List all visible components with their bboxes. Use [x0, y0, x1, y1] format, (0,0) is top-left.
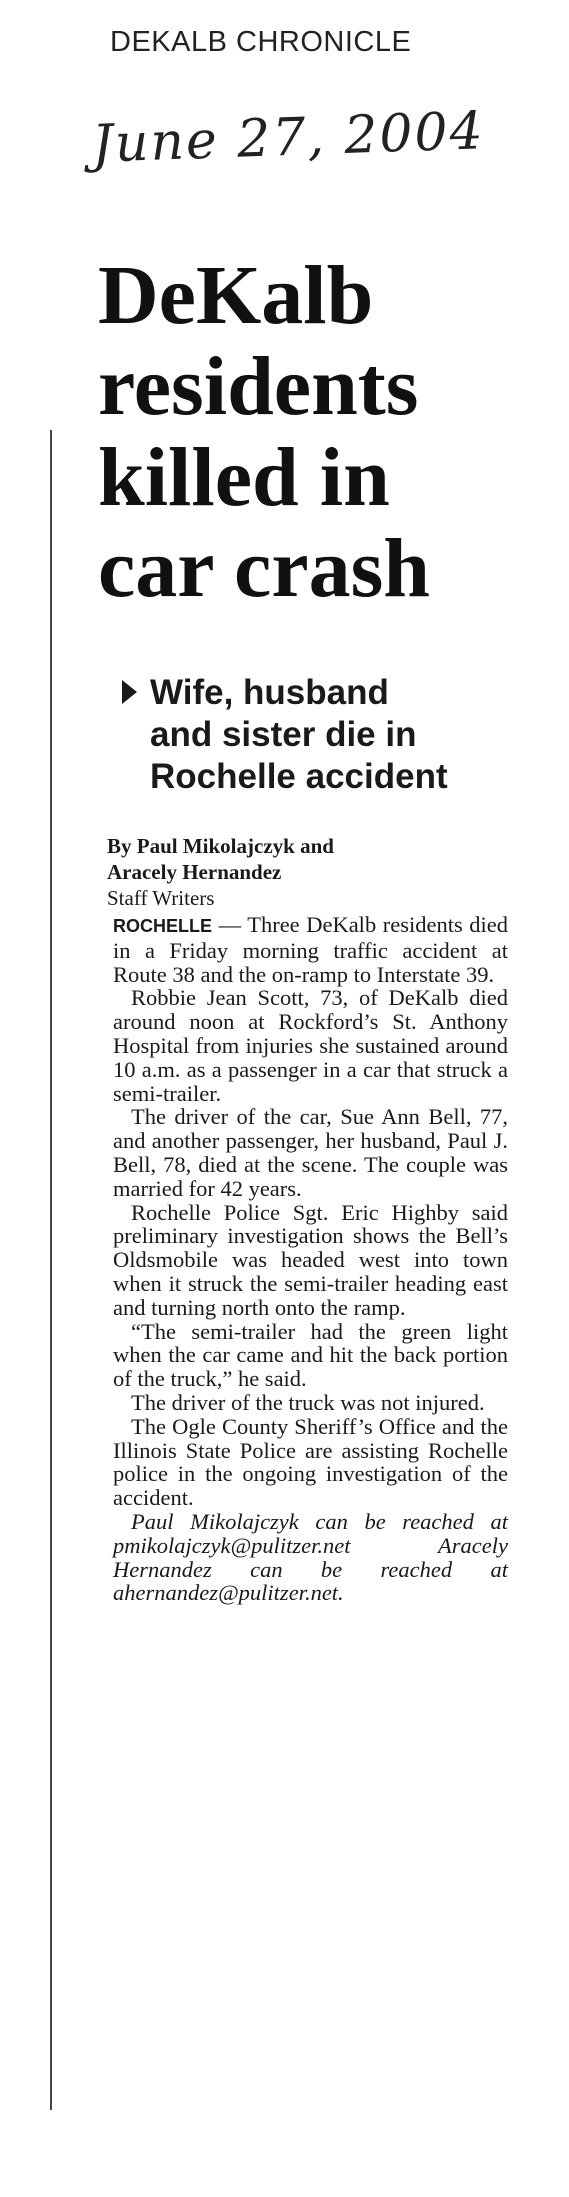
subhead-line: Rochelle accident: [150, 757, 448, 796]
byline-role: Staff Writers: [107, 886, 215, 910]
article-paragraph: The driver of the truck was not injured.: [131, 1389, 485, 1415]
article-paragraph: Rochelle Police Sgt. Eric Highby said preliminary investigation shows the Bell’s Oldsmobile was headed west into town when it struck the semi-trailer heading east and turning north onto the ramp.: [113, 1199, 508, 1320]
byline-authors-line2: Aracely Hernandez: [107, 860, 282, 884]
triangle-bullet-icon: [122, 680, 137, 704]
headline-line: residents: [98, 340, 419, 433]
headline-line: car crash: [98, 522, 431, 615]
masthead: DEKALB CHRONICLE: [110, 26, 412, 58]
column-rule: [50, 430, 52, 2110]
byline-authors-line1: By Paul Mikolajczyk and: [107, 834, 334, 858]
article-body: [113, 913, 508, 1605]
author-contact: Paul Mikolajczyk can be reached at pmikolajczyk@pulitzer.net Aracely Hernandez can be reached at ahernandez@pulitzer.net.: [113, 1508, 508, 1606]
headline: [98, 250, 538, 614]
byline: [107, 833, 527, 911]
handwritten-date: June 27, 2004: [91, 101, 486, 175]
article-paragraph: Robbie Jean Scott, 73, of DeKalb died around noon at Rockford’s St. Anthony Hospital from injuries she sustained around 10 a.m. as a passenger in a car that struck a semi-trailer.: [113, 985, 508, 1106]
subhead-line: and sister die in: [150, 715, 417, 754]
article-paragraph: The driver of the car, Sue Ann Bell, 77, and another passenger, her husband, Paul J. Bell, 78, died at the scene. The couple was married for 42 years.: [113, 1104, 508, 1201]
subhead-line: Wife, husband: [150, 673, 389, 712]
headline-line: DeKalb: [98, 249, 374, 342]
article-paragraph: The Ogle County Sheriff’s Office and the Illinois State Police are assisting Rochelle police in the ongoing investigation of the accident.: [113, 1413, 508, 1511]
subhead: [122, 672, 542, 798]
article-paragraph: “The semi-trailer had the green light when the car came and hit the back portion of the truck,” he said.: [113, 1318, 508, 1392]
dateline: ROCHELLE: [113, 916, 212, 936]
headline-line: killed in: [98, 431, 390, 524]
lead-text: — Three DeKalb residents died in a Friday morning traffic accident at Route 38 and the on-ramp to Interstate 39.: [113, 912, 509, 987]
lead-paragraph: [113, 913, 508, 986]
